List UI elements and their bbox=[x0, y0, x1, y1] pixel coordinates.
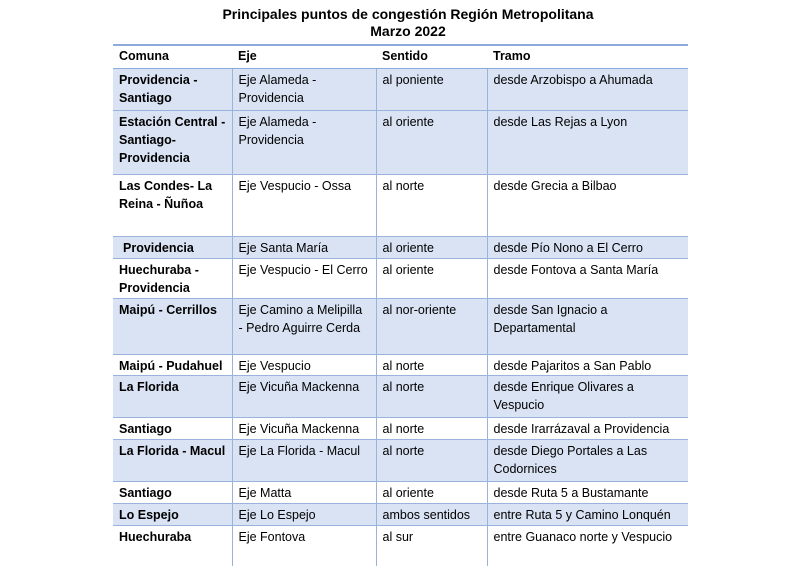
table-row bbox=[113, 237, 688, 259]
cell-comuna: Santiago bbox=[113, 482, 232, 504]
cell-comuna: Lo Espejo bbox=[113, 504, 232, 526]
cell-eje: Eje Alameda - Providencia bbox=[232, 111, 376, 175]
cell-eje: Eje Vespucio - El Cerro bbox=[232, 259, 376, 299]
table-row bbox=[113, 111, 688, 175]
cell-comuna: Huechuraba bbox=[113, 526, 232, 566]
cell-eje: Eje Lo Espejo bbox=[232, 504, 376, 526]
table-row bbox=[113, 526, 688, 566]
table-row bbox=[113, 418, 688, 440]
cell-tramo: desde Ruta 5 a Bustamante bbox=[487, 482, 688, 504]
cell-comuna: Estación Central - Santiago-Providencia bbox=[113, 111, 232, 175]
cell-eje: Eje Vespucio bbox=[232, 355, 376, 376]
document-title bbox=[0, 6, 800, 40]
table-row bbox=[113, 299, 688, 355]
table-row bbox=[113, 440, 688, 482]
cell-sentido: al sur bbox=[376, 526, 487, 566]
cell-tramo: desde Pajaritos a San Pablo bbox=[487, 355, 688, 376]
title-line-2: Marzo 2022 bbox=[370, 23, 446, 39]
cell-comuna: Providencia - Santiago bbox=[113, 69, 232, 111]
cell-tramo: desde San Ignacio a Departamental bbox=[487, 299, 688, 355]
header-sentido: Sentido bbox=[376, 45, 487, 69]
header-comuna: Comuna bbox=[113, 45, 232, 69]
table-header-row bbox=[113, 45, 688, 69]
cell-comuna: Santiago bbox=[113, 418, 232, 440]
cell-comuna: Huechuraba - Providencia bbox=[113, 259, 232, 299]
cell-comuna: Maipú - Cerrillos bbox=[113, 299, 232, 355]
cell-sentido: al norte bbox=[376, 440, 487, 482]
cell-tramo: desde Irarrázaval a Providencia bbox=[487, 418, 688, 440]
table-row bbox=[113, 504, 688, 526]
cell-comuna: La Florida bbox=[113, 376, 232, 418]
cell-comuna: Maipú - Pudahuel bbox=[113, 355, 232, 376]
cell-comuna: Las Condes- La Reina - Ñuñoa bbox=[113, 175, 232, 237]
cell-sentido: al oriente bbox=[376, 111, 487, 175]
cell-tramo: desde Fontova a Santa María bbox=[487, 259, 688, 299]
cell-eje: Eje Vicuña Mackenna bbox=[232, 418, 376, 440]
cell-sentido: al nor-oriente bbox=[376, 299, 487, 355]
header-eje: Eje bbox=[232, 45, 376, 69]
cell-tramo: desde Grecia a Bilbao bbox=[487, 175, 688, 237]
congestion-table bbox=[113, 44, 688, 566]
cell-tramo: desde Las Rejas a Lyon bbox=[487, 111, 688, 175]
header-tramo: Tramo bbox=[487, 45, 688, 69]
cell-eje: Eje Alameda - Providencia bbox=[232, 69, 376, 111]
table-row bbox=[113, 376, 688, 418]
cell-tramo: entre Ruta 5 y Camino Lonquén bbox=[487, 504, 688, 526]
cell-eje: Eje Matta bbox=[232, 482, 376, 504]
cell-sentido: al norte bbox=[376, 418, 487, 440]
cell-tramo: desde Diego Portales a Las Codornices bbox=[487, 440, 688, 482]
cell-eje: Eje Vespucio - Ossa bbox=[232, 175, 376, 237]
cell-eje: Eje La Florida - Macul bbox=[232, 440, 376, 482]
cell-sentido: ambos sentidos bbox=[376, 504, 487, 526]
cell-sentido: al oriente bbox=[376, 259, 487, 299]
table-row bbox=[113, 355, 688, 376]
cell-eje: Eje Fontova bbox=[232, 526, 376, 566]
cell-tramo: entre Guanaco norte y Vespucio bbox=[487, 526, 688, 566]
cell-sentido: al oriente bbox=[376, 482, 487, 504]
cell-sentido: al oriente bbox=[376, 237, 487, 259]
table-row bbox=[113, 175, 688, 237]
cell-sentido: al norte bbox=[376, 355, 487, 376]
table-row bbox=[113, 69, 688, 111]
cell-comuna: La Florida - Macul bbox=[113, 440, 232, 482]
table-row bbox=[113, 482, 688, 504]
cell-comuna: Providencia bbox=[113, 237, 232, 259]
table-row bbox=[113, 259, 688, 299]
cell-eje: Eje Santa María bbox=[232, 237, 376, 259]
cell-sentido: al poniente bbox=[376, 69, 487, 111]
cell-eje: Eje Camino a Melipilla - Pedro Aguirre Cerda bbox=[232, 299, 376, 355]
cell-tramo: desde Arzobispo a Ahumada bbox=[487, 69, 688, 111]
cell-sentido: al norte bbox=[376, 376, 487, 418]
cell-tramo: desde Enrique Olivares a Vespucio bbox=[487, 376, 688, 418]
cell-tramo: desde Pío Nono a El Cerro bbox=[487, 237, 688, 259]
cell-eje: Eje Vicuña Mackenna bbox=[232, 376, 376, 418]
title-line-1: Principales puntos de congestión Región Metropolitana bbox=[222, 6, 594, 22]
cell-sentido: al norte bbox=[376, 175, 487, 237]
